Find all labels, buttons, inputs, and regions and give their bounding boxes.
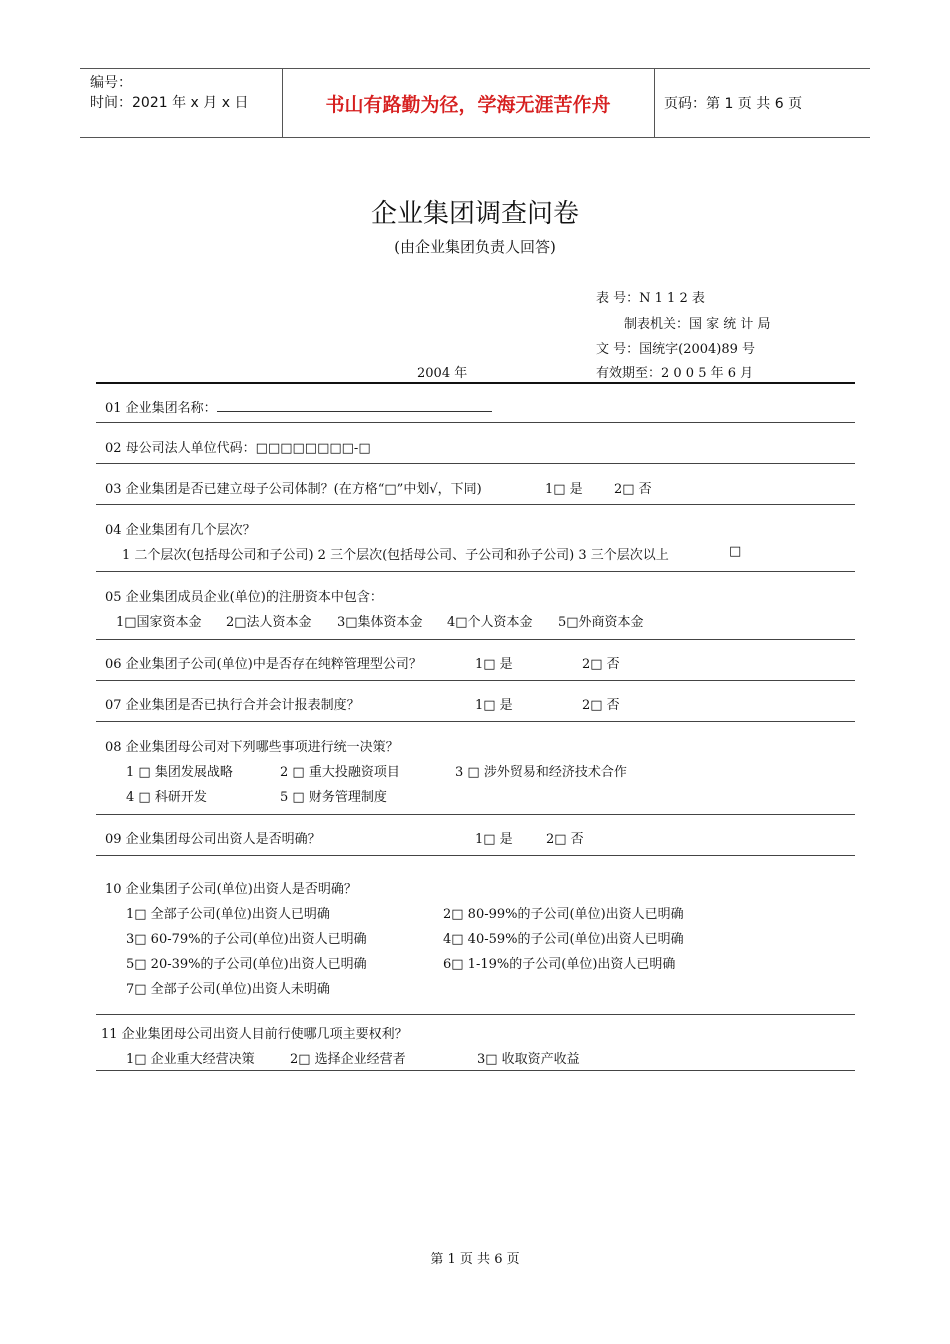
q10-option-5[interactable]: 5□ 20-39%的子公司(单位)出资人已明确 — [126, 957, 367, 972]
document-header — [80, 68, 870, 138]
question-03: 03 企业集团是否已建立母子公司体制？(在方格“□”中划√，下同) — [105, 482, 482, 497]
q10-option-7[interactable]: 7□ 全部子公司(单位)出资人未明确 — [126, 982, 330, 997]
header-page-number: 页码：第 1 页 共 6 页 — [664, 96, 803, 112]
company-name-field[interactable] — [217, 399, 492, 412]
q09-option-no[interactable]: 2□ 否 — [546, 832, 584, 847]
divider — [96, 382, 855, 384]
q10-option-2[interactable]: 2□ 80-99%的子公司(单位)出资人已明确 — [443, 907, 684, 922]
q11-option-3[interactable]: 3□ 收取资产收益 — [477, 1052, 580, 1067]
header-divider — [654, 69, 655, 137]
question-01 — [105, 397, 492, 416]
q03-option-yes[interactable]: 1□ 是 — [545, 482, 583, 497]
q07-option-no[interactable]: 2□ 否 — [582, 698, 620, 713]
question-10: 10 企业集团子公司(单位)出资人是否明确？ — [105, 882, 357, 897]
q04-options: 1 二个层次(包括母公司和子公司) 2 三个层次(包括母公司、子公司和孙子公司) 3 三个层次以上 — [122, 548, 669, 563]
header-info — [90, 73, 248, 113]
q05-option-2[interactable]: 2□法人资本金 — [226, 615, 312, 630]
question-05: 05 企业集团成员企业(单位)的注册资本中包含： — [105, 590, 383, 605]
page-footer: 第 1 页 共 6 页 — [430, 1252, 520, 1267]
q10-option-4[interactable]: 4□ 40-59%的子公司(单位)出资人已明确 — [443, 932, 684, 947]
q10-option-3[interactable]: 3□ 60-79%的子公司(单位)出资人已明确 — [126, 932, 367, 947]
q10-option-1[interactable]: 1□ 全部子公司(单位)出资人已明确 — [126, 907, 330, 922]
divider — [96, 463, 855, 464]
form-issuer: 制表机关：国 家 统 计 局 — [624, 317, 771, 332]
q06-option-yes[interactable]: 1□ 是 — [475, 657, 513, 672]
header-motto: 书山有路勤为径，学海无涯苦作舟 — [325, 93, 611, 116]
q08-option-4[interactable]: 4 □ 科研开发 — [126, 790, 207, 805]
page-subtitle: (由企业集团负责人回答) — [394, 238, 556, 256]
question-01-text: 01 企业集团名称： — [105, 401, 217, 416]
q05-option-4[interactable]: 4□个人资本金 — [447, 615, 533, 630]
q07-option-yes[interactable]: 1□ 是 — [475, 698, 513, 713]
survey-year: 2004 年 — [417, 366, 468, 381]
document-number: 文 号：国统字(2004)89 号 — [596, 342, 756, 357]
divider — [96, 422, 855, 423]
divider — [96, 504, 855, 505]
q06-option-no[interactable]: 2□ 否 — [582, 657, 620, 672]
question-07: 07 企业集团是否已执行合并会计报表制度？ — [105, 698, 360, 713]
question-08: 08 企业集团母公司对下列哪些事项进行统一决策？ — [105, 740, 399, 755]
q08-option-3[interactable]: 3 □ 涉外贸易和经济技术合作 — [455, 765, 627, 780]
q08-option-1[interactable]: 1 □ 集团发展战略 — [126, 765, 233, 780]
q03-option-no[interactable]: 2□ 否 — [614, 482, 652, 497]
divider — [96, 855, 855, 856]
q11-option-2[interactable]: 2□ 选择企业经营者 — [290, 1052, 406, 1067]
divider — [96, 639, 855, 640]
time-label: 时间：2021 年 x 月 x 日 — [90, 95, 249, 111]
form-number: 表 号：N 1 1 2 表 — [596, 291, 705, 306]
q05-option-3[interactable]: 3□集体资本金 — [337, 615, 423, 630]
page-title: 企业集团调查问卷 — [370, 199, 579, 229]
divider — [96, 680, 855, 681]
question-09: 09 企业集团母公司出资人是否明确？ — [105, 832, 321, 847]
question-04: 04 企业集团有几个层次？ — [105, 523, 256, 538]
q11-option-1[interactable]: 1□ 企业重大经营决策 — [126, 1052, 255, 1067]
question-11: 11 企业集团母公司出资人目前行使哪几项主要权利？ — [101, 1027, 408, 1042]
divider — [96, 721, 855, 722]
valid-until: 有效期至：2 0 0 5 年 6 月 — [596, 366, 754, 381]
question-06: 06 企业集团子公司(单位)中是否存在纯粹管理型公司？ — [105, 657, 422, 672]
q04-checkbox[interactable]: □ — [729, 544, 742, 559]
number-label: 编号： — [90, 75, 132, 91]
q05-option-1[interactable]: 1□国家资本金 — [116, 615, 202, 630]
q08-option-2[interactable]: 2 □ 重大投融资项目 — [280, 765, 400, 780]
divider — [96, 814, 855, 815]
divider — [96, 1014, 855, 1015]
question-02[interactable]: 02 母公司法人单位代码：□□□□□□□□-□ — [105, 441, 371, 456]
q10-option-6[interactable]: 6□ 1-19%的子公司(单位)出资人已明确 — [443, 957, 676, 972]
divider — [96, 1070, 855, 1071]
q05-option-5[interactable]: 5□外商资本金 — [558, 615, 644, 630]
divider — [96, 571, 855, 572]
q08-option-5[interactable]: 5 □ 财务管理制度 — [280, 790, 387, 805]
q09-option-yes[interactable]: 1□ 是 — [475, 832, 513, 847]
